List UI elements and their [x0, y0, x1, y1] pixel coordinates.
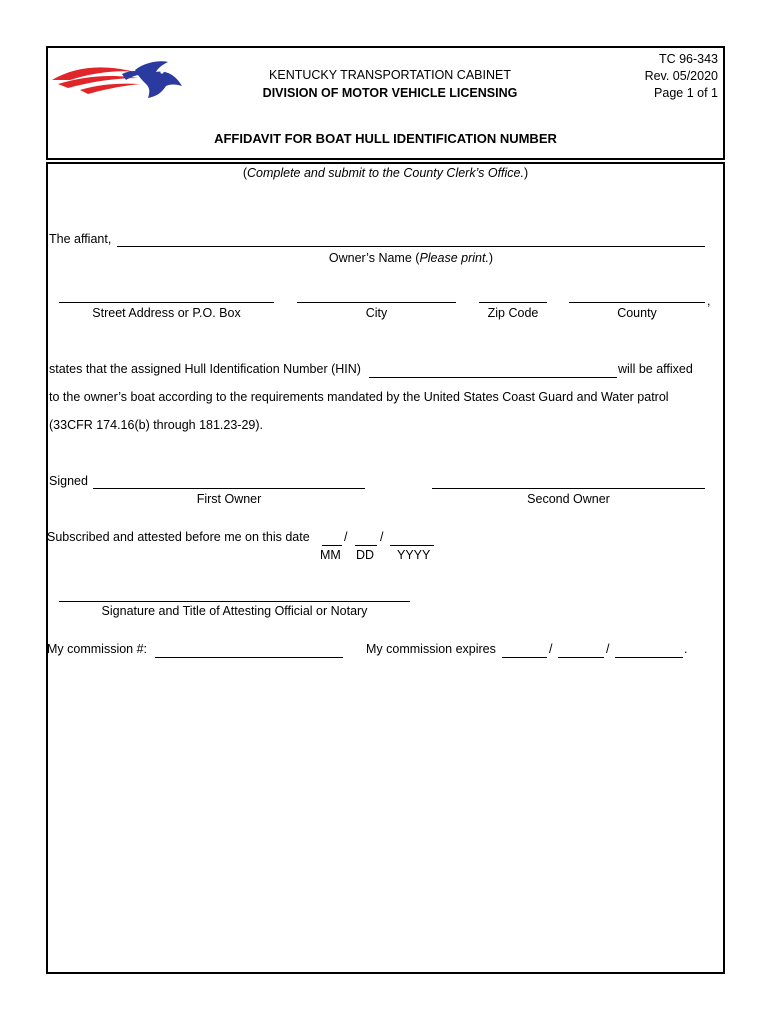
commission-year-field[interactable]	[615, 657, 683, 658]
second-owner-caption: Second Owner	[527, 492, 610, 506]
instructions-close: )	[523, 166, 529, 180]
hin-statement-start: states that the assigned Hull Identification Number (HIN)	[49, 362, 361, 376]
second-owner-signature-field[interactable]	[432, 488, 705, 489]
commission-slash-2: /	[606, 642, 610, 656]
yyyy-caption: YYYY	[397, 548, 431, 562]
body-box	[46, 162, 725, 974]
attest-year-field[interactable]	[390, 545, 434, 546]
owner-name-caption	[117, 251, 705, 265]
instructions-open: (	[242, 166, 247, 180]
first-owner-signature-field[interactable]	[93, 488, 365, 489]
commission-expires-label: My commission expires	[366, 642, 496, 656]
hin-field[interactable]	[369, 377, 617, 378]
hin-statement-end: will be affixed	[618, 362, 693, 376]
signed-label: Signed	[49, 474, 88, 488]
county-comma: ,	[707, 294, 711, 308]
owner-caption-italic: Please print.	[419, 251, 489, 265]
mm-caption: MM	[320, 548, 341, 562]
form-number: TC 96-343	[658, 52, 718, 66]
dd-caption: DD	[356, 548, 375, 562]
first-owner-caption: First Owner	[196, 492, 262, 506]
official-signature-caption: Signature and Title of Attesting Official or Notary	[101, 604, 368, 618]
county-field[interactable]	[569, 302, 705, 303]
attest-day-field[interactable]	[355, 545, 377, 546]
county-caption: County	[617, 306, 657, 320]
attested-label: Subscribed and attested before me on this date	[47, 530, 310, 544]
commission-slash-1: /	[549, 642, 553, 656]
owner-name-field[interactable]	[117, 246, 705, 247]
instructions-text: Complete and submit to the County Clerk’s Office.	[247, 166, 524, 180]
attest-month-field[interactable]	[322, 545, 342, 546]
division-name: DIVISION OF MOTOR VEHICLE LICENSING	[262, 86, 518, 100]
street-address-field[interactable]	[59, 302, 274, 303]
commission-number-label: My commission #:	[47, 642, 148, 656]
form-title: AFFIDAVIT FOR BOAT HULL IDENTIFICATION NUMBER	[214, 131, 557, 146]
official-signature-field[interactable]	[59, 601, 410, 602]
page-number: Page 1 of 1	[654, 86, 718, 100]
attest-slash-1: /	[344, 530, 348, 544]
zip-code-field[interactable]	[479, 302, 547, 303]
zip-code-caption: Zip Code	[487, 306, 539, 320]
agency-name: KENTUCKY TRANSPORTATION CABINET	[269, 68, 511, 82]
commission-month-field[interactable]	[502, 657, 547, 658]
street-address-caption: Street Address or P.O. Box	[92, 306, 241, 320]
owner-caption-prefix: Owner’s Name (	[328, 251, 420, 265]
attest-slash-2: /	[380, 530, 384, 544]
statement-line-2: to the owner’s boat according to the requirements mandated by the United States Coast Guard and Water patrol	[49, 390, 669, 404]
commission-number-field[interactable]	[155, 657, 343, 658]
instructions	[46, 166, 725, 180]
affiant-label: The affiant,	[49, 232, 112, 246]
owner-caption-suffix: )	[488, 251, 494, 265]
revision-date: Rev. 05/2020	[644, 69, 718, 83]
city-caption: City	[365, 306, 388, 320]
statement-line-3: (33CFR 174.16(b) through 181.23-29).	[49, 418, 264, 432]
commission-day-field[interactable]	[558, 657, 604, 658]
horse-head-logo-icon	[50, 56, 190, 104]
commission-period: .	[684, 642, 688, 656]
city-field[interactable]	[297, 302, 456, 303]
